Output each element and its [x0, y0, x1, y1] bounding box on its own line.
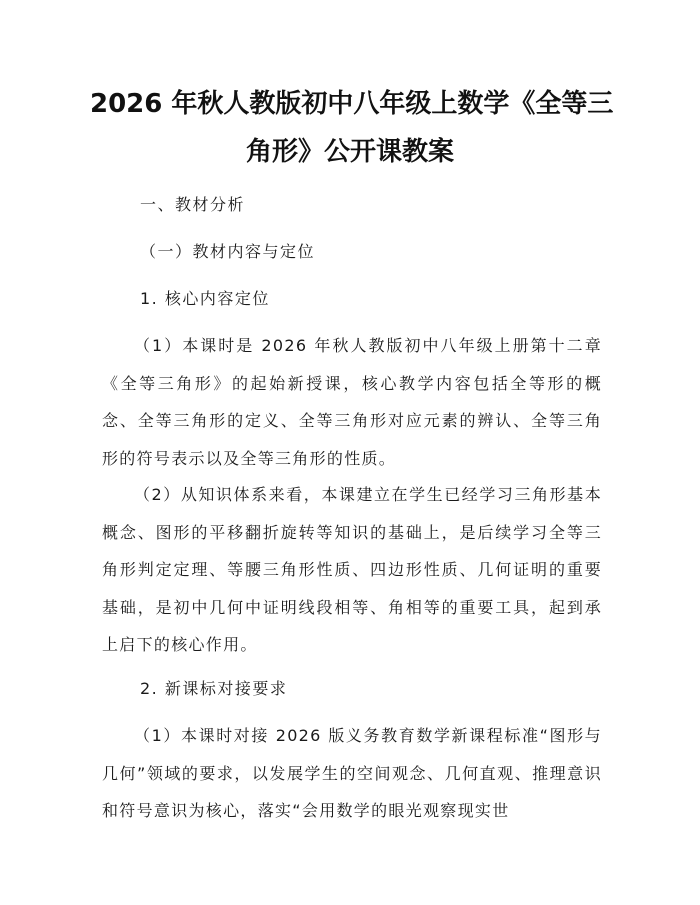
section-heading-textbook-analysis: 一、教材分析 — [140, 195, 246, 214]
paragraph-curriculum-standards-1: （1）本课时对接 2026 版义务教育数学新课程标准“图形与几何”领域的要求，以发展学生的空间观念、几何直观、推理意识和符号意识为核心，落实“会用数学的眼光观察现实世 — [102, 726, 602, 820]
paragraph-core-content-2: （2）从知识体系来看，本课建立在学生已经学习三角形基本概念、图形的平移翻折旋转等知识的基础上，是后续学习全等三角形判定定理、等腰三角形性质、四边形性质、几何证明的重要基础，是初中几何中证明线段相等、角相等的重要工具，起到承上启下的核心作用。 — [102, 485, 602, 654]
document-title-line-1: 2026 年秋人教版初中八年级上数学《全等三 — [90, 89, 614, 119]
item-heading-core-content: 1. 核心内容定位 — [140, 289, 270, 308]
subsection-heading-content-positioning: （一）教材内容与定位 — [140, 242, 316, 261]
document-title-line-2: 角形》公开课教案 — [245, 137, 454, 167]
item-heading-curriculum-standards: 2. 新课标对接要求 — [140, 679, 288, 698]
paragraph-core-content-1: （1）本课时是 2026 年秋人教版初中八年级上册第十二章《全等三角形》的起始新授课，核心教学内容包括全等形的概念、全等三角形的定义、全等三角形对应元素的辨认、全等三角形的符号表示以及全等三角形的性质。 — [102, 336, 602, 468]
